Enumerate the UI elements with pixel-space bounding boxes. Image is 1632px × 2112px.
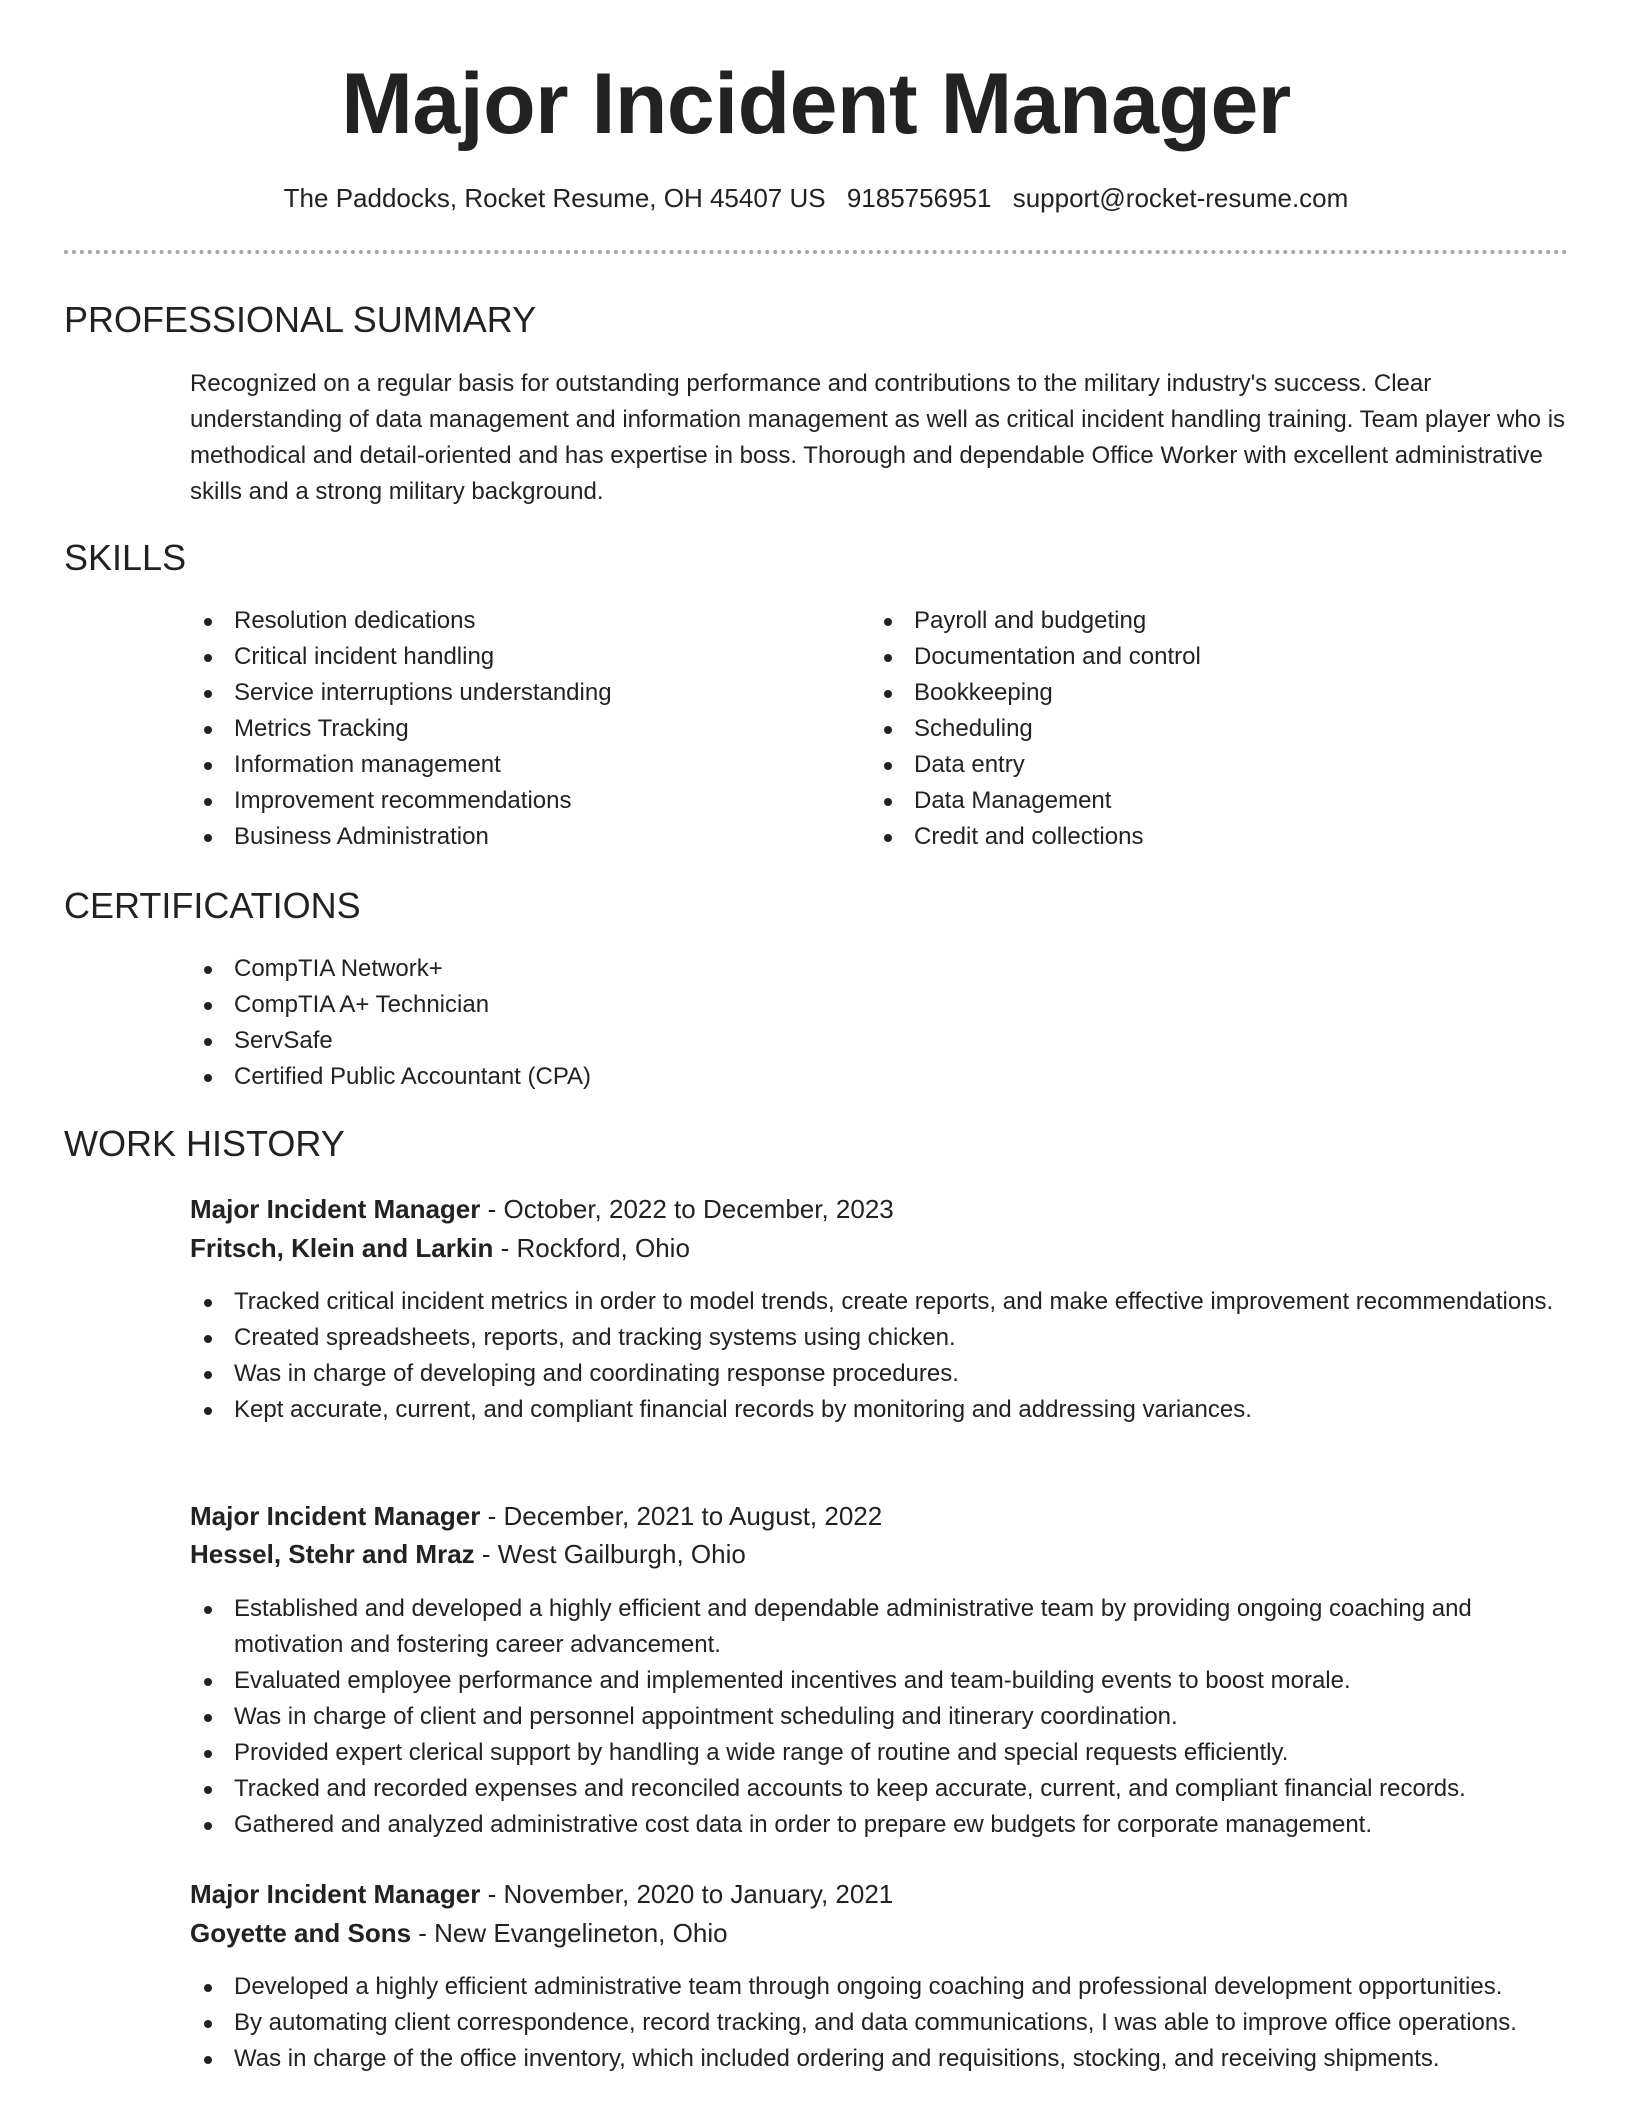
job-dates: - October, 2022 to December, 2023 bbox=[480, 1194, 894, 1224]
list-item: Improvement recommendations bbox=[190, 783, 830, 819]
list-item: Data Management bbox=[870, 783, 1510, 819]
job-dates: - November, 2020 to January, 2021 bbox=[480, 1879, 894, 1909]
job-location: - West Gailburgh, Ohio bbox=[474, 1539, 746, 1569]
list-item: Tracked and recorded expenses and reconciled accounts to keep accurate, current, and compliant financial records. bbox=[190, 1771, 1570, 1807]
job-bullets bbox=[190, 1591, 1570, 1843]
contact-email: support@rocket-resume.com bbox=[1012, 183, 1349, 213]
skills-list-right bbox=[870, 603, 1510, 855]
list-item: Created spreadsheets, reports, and tracking systems using chicken. bbox=[190, 1320, 1570, 1356]
list-item: Kept accurate, current, and compliant financial records by monitoring and addressing variances. bbox=[190, 1392, 1570, 1428]
list-item: Certified Public Accountant (CPA) bbox=[190, 1059, 1570, 1095]
skills-list-left bbox=[190, 603, 830, 855]
list-item: Payroll and budgeting bbox=[870, 603, 1510, 639]
list-item: Tracked critical incident metrics in order to model trends, create reports, and make effective improvement recommendations. bbox=[190, 1284, 1570, 1320]
list-item: Scheduling bbox=[870, 711, 1510, 747]
list-item: Information management bbox=[190, 747, 830, 783]
job-bullets bbox=[190, 1284, 1570, 1428]
job-company: Fritsch, Klein and Larkin bbox=[190, 1233, 494, 1263]
list-item: CompTIA Network+ bbox=[190, 951, 1570, 987]
job-company-line bbox=[190, 1915, 728, 1951]
summary-heading: PROFESSIONAL SUMMARY bbox=[64, 299, 537, 340]
header-divider bbox=[64, 250, 1568, 254]
job-title-line bbox=[190, 1498, 882, 1534]
job-bullets bbox=[190, 1969, 1570, 2077]
list-item: By automating client correspondence, record tracking, and data communications, I was able to improve office operations. bbox=[190, 2005, 1570, 2041]
job-company-line bbox=[190, 1536, 746, 1572]
list-item: Business Administration bbox=[190, 819, 830, 855]
list-item: Was in charge of client and personnel appointment scheduling and itinerary coordination. bbox=[190, 1699, 1570, 1735]
certifications-heading: CERTIFICATIONS bbox=[64, 885, 361, 926]
list-item: Gathered and analyzed administrative cost data in order to prepare ew budgets for corporate management. bbox=[190, 1807, 1570, 1843]
list-item: Bookkeeping bbox=[870, 675, 1510, 711]
job-location: - New Evangelineton, Ohio bbox=[411, 1918, 728, 1948]
summary-text: Recognized on a regular basis for outstanding performance and contributions to the military industry's success. Clear understanding of data management and information management as well as critical incident handling training. Team player who is methodical and detail-oriented and has expertise in boss. Thorough and dependable Office Worker with excellent administrative skills and a strong military background. bbox=[190, 370, 1566, 505]
list-item: Critical incident handling bbox=[190, 639, 830, 675]
list-item: ServSafe bbox=[190, 1023, 1570, 1059]
list-item: Was in charge of the office inventory, which included ordering and requisitions, stocking, and receiving shipments. bbox=[190, 2041, 1570, 2077]
list-item: Evaluated employee performance and implemented incentives and team-building events to boost morale. bbox=[190, 1663, 1570, 1699]
list-item: Metrics Tracking bbox=[190, 711, 830, 747]
job-title-line bbox=[190, 1191, 894, 1227]
list-item: Documentation and control bbox=[870, 639, 1510, 675]
list-item: Provided expert clerical support by handling a wide range of routine and special requests efficiently. bbox=[190, 1735, 1570, 1771]
job-location: - Rockford, Ohio bbox=[493, 1233, 690, 1263]
list-item: Service interruptions understanding bbox=[190, 675, 830, 711]
contact-line bbox=[0, 180, 1632, 216]
list-item: Data entry bbox=[870, 747, 1510, 783]
contact-address: The Paddocks, Rocket Resume, OH 45407 US bbox=[283, 183, 826, 213]
job-company: Hessel, Stehr and Mraz bbox=[190, 1539, 475, 1569]
job-title-line bbox=[190, 1876, 893, 1912]
list-item: Resolution dedications bbox=[190, 603, 830, 639]
job-role: Major Incident Manager bbox=[190, 1194, 481, 1224]
job-company-line bbox=[190, 1230, 690, 1266]
list-item: CompTIA A+ Technician bbox=[190, 987, 1570, 1023]
work-history-heading: WORK HISTORY bbox=[64, 1123, 345, 1164]
resume-name: Major Incident Manager bbox=[341, 56, 1291, 152]
job-dates: - December, 2021 to August, 2022 bbox=[480, 1501, 883, 1531]
list-item: Credit and collections bbox=[870, 819, 1510, 855]
certifications-list bbox=[190, 951, 1570, 1095]
job-role: Major Incident Manager bbox=[190, 1501, 481, 1531]
job-company: Goyette and Sons bbox=[190, 1918, 412, 1948]
skills-heading: SKILLS bbox=[64, 537, 187, 578]
list-item: Established and developed a highly efficient and dependable administrative team by providing ongoing coaching and motivation and fostering career advancement. bbox=[190, 1591, 1570, 1663]
list-item: Was in charge of developing and coordinating response procedures. bbox=[190, 1356, 1570, 1392]
job-role: Major Incident Manager bbox=[190, 1879, 481, 1909]
contact-phone: 9185756951 bbox=[846, 183, 992, 213]
list-item: Developed a highly efficient administrative team through ongoing coaching and professional development opportunities. bbox=[190, 1969, 1570, 2005]
